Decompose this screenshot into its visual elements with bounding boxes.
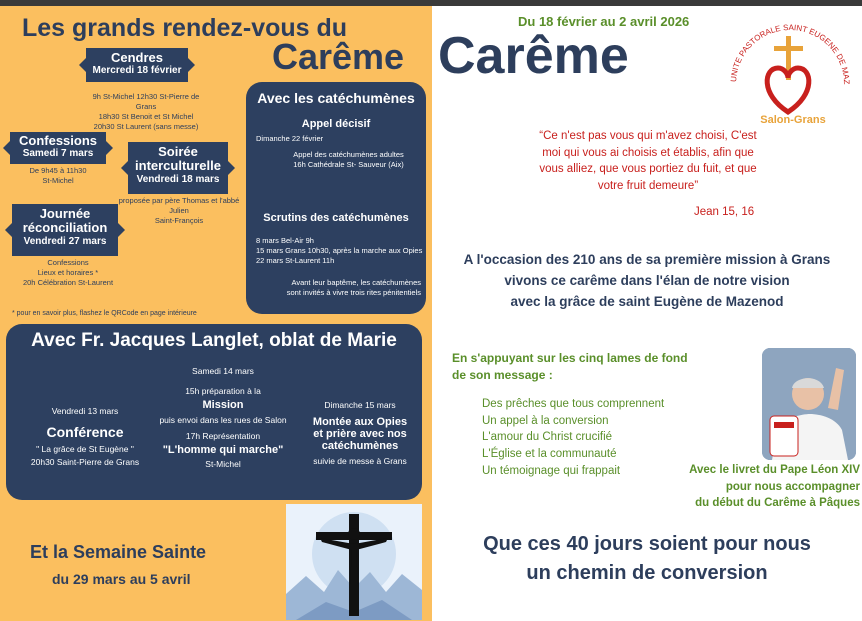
lames-item: L'Église et la communauté bbox=[482, 448, 617, 461]
right-title: Carême bbox=[438, 27, 629, 85]
lames-item: Des prêches que tous comprennent bbox=[482, 398, 665, 410]
crucifix-icon bbox=[286, 504, 422, 620]
appel-details bbox=[276, 150, 421, 170]
scrutins-line: 15 mars Grans 10h30, après la marche aux Opies bbox=[256, 246, 423, 256]
anniversary-line: vivons ce carême dans l'élan de notre vision bbox=[504, 272, 790, 288]
anniversary-line: avec la grâce de saint Eugène de Mazenod bbox=[510, 293, 784, 309]
note-line: sont invités à vivre trois rites pénitentiels bbox=[286, 288, 421, 298]
crucifix-image bbox=[286, 504, 422, 620]
cendres-ribbon bbox=[86, 48, 188, 82]
closing-text bbox=[432, 530, 862, 588]
lames-intro-line: En s'appuyant sur les cinq lames de fond bbox=[452, 351, 688, 365]
soiree-date: Vendredi 18 mars bbox=[136, 173, 220, 185]
scrutins-line: 8 mars Bel-Air 9h bbox=[256, 236, 314, 245]
soiree-ribbon bbox=[128, 142, 228, 194]
quote-reference: Jean 15, 16 bbox=[694, 206, 755, 218]
right-page bbox=[432, 6, 862, 621]
appel-title: Appel décisif bbox=[301, 118, 371, 130]
period-dates: Du 18 février au 2 avril 2026 bbox=[518, 14, 690, 29]
pope-line: Avec le livret du Pape Léon XIV bbox=[689, 464, 860, 476]
conference-subtitle: " La grâce de St Eugène " bbox=[36, 444, 134, 454]
conference-title: Conférence bbox=[46, 424, 124, 440]
scrutins-title: Scrutins des catéchumènes bbox=[263, 212, 409, 224]
lames-intro bbox=[452, 350, 688, 385]
parish-logo bbox=[720, 6, 860, 134]
heart-cross-icon bbox=[720, 6, 860, 118]
cendres-line: 18h30 St Benoit et St Michel bbox=[98, 112, 194, 122]
soiree-details bbox=[114, 196, 244, 226]
soiree-line: proposée par père Thomas et l'abbé Julien bbox=[118, 196, 240, 216]
main-title-line2: Carême bbox=[272, 36, 405, 77]
confessions-date: Samedi 7 mars bbox=[22, 148, 94, 160]
mission-title: Mission bbox=[202, 399, 244, 411]
journee-title1: Journée bbox=[39, 206, 91, 221]
footnote: * pour en savoir plus, flashez le QRCode en page intérieure bbox=[12, 310, 197, 317]
closing-line: Que ces 40 jours soient pour nous bbox=[483, 533, 811, 555]
confessions-line: De 9h45 à 11h30 bbox=[29, 166, 87, 175]
quote-line: “Ce n'est pas vous qui m'avez choisi, C'est bbox=[539, 130, 757, 142]
friday-date: Vendredi 13 mars bbox=[51, 406, 119, 416]
left-page bbox=[0, 6, 432, 621]
sunday-title: et prière avec nos bbox=[313, 428, 407, 440]
saturday-place: St-Michel bbox=[205, 459, 241, 469]
journee-title2: réconciliation bbox=[22, 220, 108, 236]
pope-photo bbox=[762, 348, 856, 460]
journee-line: 20h Célébration St-Laurent bbox=[22, 278, 114, 288]
langlet-col-sunday bbox=[302, 400, 418, 466]
lames-item: L'amour du Christ crucifié bbox=[482, 431, 613, 444]
journee-date: Vendredi 27 mars bbox=[23, 235, 107, 247]
journee-ribbon bbox=[12, 204, 118, 256]
catechumenes-title: Avec les catéchumènes bbox=[257, 90, 415, 106]
pope-line: du début du Carême à Pâques bbox=[695, 497, 860, 510]
sunday-title: Montée aux Opies bbox=[312, 416, 408, 428]
confessions-ribbon bbox=[10, 132, 106, 164]
lames-list bbox=[482, 396, 664, 479]
journee-details bbox=[14, 258, 122, 288]
pope-booklet-text bbox=[680, 462, 860, 512]
saturday-line: 15h préparation à la bbox=[185, 386, 261, 396]
semaine-title: Et la Semaine Sainte bbox=[30, 542, 207, 562]
langlet-col-saturday bbox=[150, 366, 296, 469]
confessions-title: Confessions bbox=[18, 133, 97, 148]
quote-line: moi qui vous ai choisis et établis, afin que bbox=[542, 146, 754, 159]
appel-line: Appel des catéchumènes adultes bbox=[293, 150, 404, 159]
confessions-line: St-Michel bbox=[42, 176, 74, 186]
soiree-title1: Soirée bbox=[158, 144, 198, 159]
anniversary-text bbox=[432, 250, 862, 313]
closing-line: un chemin de conversion bbox=[526, 562, 768, 584]
catechumenes-note bbox=[266, 278, 421, 298]
sunday-subtitle: suivie de messe à Grans bbox=[313, 456, 407, 466]
saturday-line: 17h Représentation bbox=[185, 431, 261, 441]
confessions-details bbox=[8, 166, 108, 186]
note-line: Avant leur baptême, les catéchumènes bbox=[291, 278, 421, 287]
cendres-details bbox=[86, 92, 206, 133]
sunday-date: Dimanche 15 mars bbox=[324, 400, 396, 410]
quote-line: votre fruit demeure” bbox=[597, 180, 699, 193]
cendres-date: Mercredi 18 février bbox=[92, 65, 182, 77]
lames-item: Un appel à la conversion bbox=[482, 414, 609, 427]
sunday-title: catéchumènes bbox=[321, 440, 399, 452]
appel-line: 16h Cathédrale St- Sauveur (Aix) bbox=[293, 160, 404, 170]
scrutins-line: 22 mars St-Laurent 11h bbox=[256, 256, 335, 266]
pope-portrait-icon bbox=[762, 348, 856, 460]
langlet-title: Avec Fr. Jacques Langlet, oblat de Marie bbox=[31, 330, 397, 351]
langlet-col-friday bbox=[20, 406, 150, 467]
logo-arc-text: UNITE PASTORALE SAINT EUGENE DE MAZ bbox=[728, 22, 852, 85]
scripture-quote bbox=[518, 128, 778, 195]
anniversary-line: A l'occasion des 210 ans de sa première mission à Grans bbox=[463, 252, 831, 267]
logo-place: Salon-Grans bbox=[760, 114, 826, 126]
lames-item: Un témoignage qui frappait bbox=[482, 464, 621, 477]
saturday-date: Samedi 14 mars bbox=[192, 366, 254, 376]
soiree-line: Saint-François bbox=[154, 216, 204, 226]
cendres-title: Cendres bbox=[110, 50, 164, 65]
semaine-dates: du 29 mars au 5 avril bbox=[52, 571, 191, 587]
scrutins-details bbox=[256, 236, 422, 266]
lames-intro-line: de son message : bbox=[452, 368, 553, 383]
cendres-line: 9h St-Michel 12h30 St-Pierre de Grans bbox=[92, 92, 200, 112]
conference-place: 20h30 Saint-Pierre de Grans bbox=[30, 457, 140, 467]
pope-line: pour nous accompagner bbox=[725, 480, 860, 493]
quote-line: vous alliez, que vous portiez du fuit, et que bbox=[539, 163, 757, 176]
journee-line: Confessions bbox=[47, 258, 89, 267]
main-title-line1: Les grands rendez-vous du bbox=[22, 14, 348, 42]
langlet-panel bbox=[6, 324, 422, 500]
catechumenes-panel bbox=[246, 82, 426, 314]
soiree-title2: interculturelle bbox=[135, 158, 221, 174]
cendres-line: 20h30 St Laurent (sans messe) bbox=[93, 122, 199, 132]
saturday-line: puis envoi dans les rues de Salon bbox=[159, 415, 287, 425]
appel-date: Dimanche 22 février bbox=[256, 134, 324, 143]
representation-title: "L'homme qui marche" bbox=[162, 444, 284, 456]
journee-line: Lieux et horaires * bbox=[37, 268, 99, 278]
